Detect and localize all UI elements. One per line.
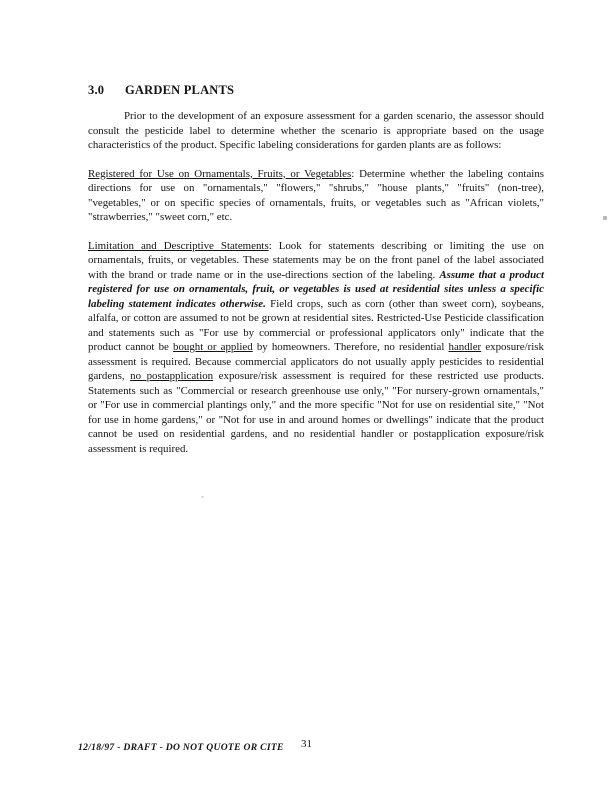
text-run: exposure/risk assessment is required. Because commercial applicators do not usually apply pesticides to residential gardens, (88, 341, 544, 382)
section-heading (88, 83, 234, 98)
section-number: 3.0 (88, 83, 105, 97)
text-run-underline: Registered for Use on Ornamentals, Fruits, or Vegetables (88, 167, 352, 180)
document-body (88, 109, 544, 470)
text-run: Prior to the development of an exposure assessment for a garden scenario, the assessor should consult the pesticide label to determine whether the scenario is appropriate based on the usage characteristics of the product. Specific labeling considerations for garden plants are as follows: (88, 110, 544, 151)
footer-draft-notice: 12/18/97 - DRAFT - DO NOT QUOTE OR CITE (78, 742, 284, 753)
scan-artifact (201, 496, 204, 498)
section-title: GARDEN PLANTS (125, 83, 235, 97)
text-run: : Determine whether the labeling contains directions for use on "ornamentals," "flowers," "shrubs," "house plants," "fruits" (non-tree), "vegetables," or on specific species of ornamentals, fruits, or vegetables such as "African violets," "strawberries," "sweet corn," etc. (88, 167, 545, 223)
scan-artifact (603, 216, 607, 220)
paragraph-limitation-and-descriptive-statements (88, 239, 544, 457)
paragraph-intro (88, 109, 544, 153)
text-run: Field crops, such as corn (other than sweet corn), soybeans, alfalfa, or cotton are assumed to not be grown at residential sites. Restricted-Use Pesticide classification and statements such as "For use by commercial or professional applicators only" indicate that the product cannot be (88, 297, 544, 353)
text-run: exposure/risk assessment is required for these restricted use products. Statements such as "Commercial or research greenhouse use only," "For nursery-grown ornamentals," or "For use in commercial plantings only," and the more specific "Not for use on residential site," "Not for use in home gardens," or "Not for use in and around homes or dwellings" indicate that the product cannot be used on residential gardens, and no residential handler or postapplication exposure/risk assessment is required. (88, 370, 544, 455)
text-run-underline: no postapplication (130, 370, 214, 382)
page-number: 31 (301, 738, 312, 750)
paragraph-registered-for-use (88, 167, 544, 225)
text-run-italic: Assume that a product registered for use on ornamentals, fruit, or vegetables is used at residential sites unless a specific labeling statement indicates otherwise. (88, 268, 545, 310)
text-run-underline: bought or applied (173, 341, 253, 353)
text-run: by homeowners. Therefore, no residential (252, 341, 449, 353)
text-run-underline: Limitation and Descriptive Statements (88, 239, 269, 252)
text-run: : Look for statements describing or limiting the use on ornamentals, fruits, or vegetables. These statements may be on the front panel of the label associated with the brand or trade name or in the use-directions section of the labeling. (88, 239, 544, 281)
text-run-underline: handler (448, 341, 482, 353)
